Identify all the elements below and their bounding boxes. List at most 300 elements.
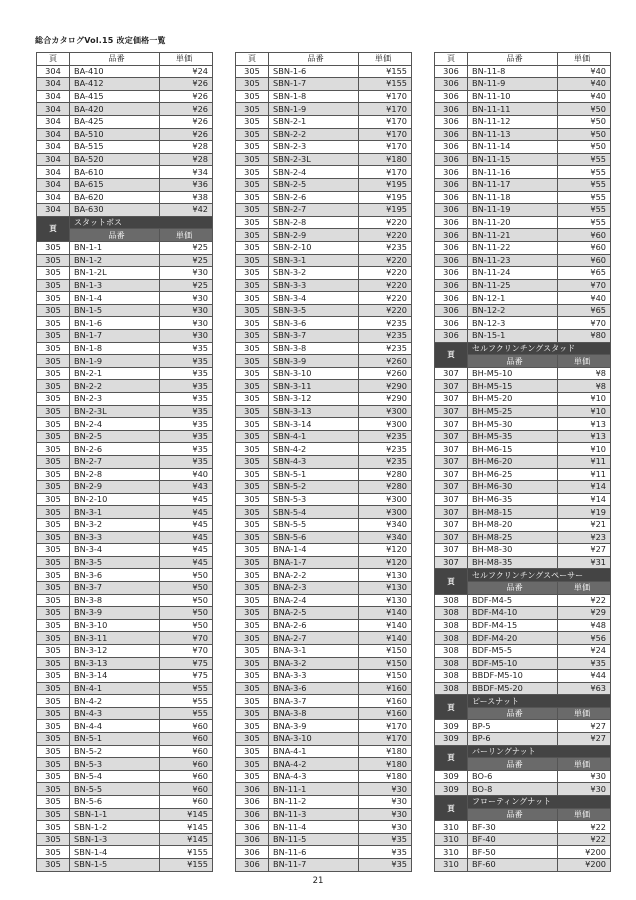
table-row <box>37 430 213 443</box>
unit-price-cell: ¥24 <box>558 644 611 657</box>
part-number-cell: BN-11-6 <box>269 846 359 859</box>
unit-price-cell: ¥45 <box>160 518 213 531</box>
page-cell: 308 <box>435 657 468 670</box>
part-number-cell: BH-M8-20 <box>468 518 558 531</box>
table-row <box>37 518 213 531</box>
unit-price-cell: ¥155 <box>359 78 412 91</box>
table-row <box>435 859 611 872</box>
table-row <box>37 468 213 481</box>
part-number-cell: BA-610 <box>70 166 160 179</box>
part-number-cell: BN-3-6 <box>70 569 160 582</box>
table-row <box>37 506 213 519</box>
unit-price-cell: ¥29 <box>558 607 611 620</box>
unit-price-cell: ¥65 <box>558 304 611 317</box>
unit-price-cell: ¥160 <box>359 682 412 695</box>
unit-price-cell: ¥70 <box>558 279 611 292</box>
part-number-cell: BN-15-1 <box>468 330 558 343</box>
page-cell: 305 <box>236 292 269 305</box>
part-number-cell: BH-M6-20 <box>468 456 558 469</box>
table-row <box>236 330 412 343</box>
unit-price-cell: ¥145 <box>160 808 213 821</box>
page-cell: 306 <box>435 153 468 166</box>
page-cell: 307 <box>435 518 468 531</box>
unit-price-cell: ¥50 <box>160 619 213 632</box>
page-cell: 305 <box>236 556 269 569</box>
page-cell: 305 <box>236 65 269 78</box>
header-part-number: 品番 <box>70 53 160 66</box>
unit-price-cell: ¥300 <box>359 418 412 431</box>
unit-price-cell: ¥14 <box>558 481 611 494</box>
part-number-cell: BA-425 <box>70 115 160 128</box>
part-number-cell: SBN-3-11 <box>269 380 359 393</box>
part-number-cell: BN-11-14 <box>468 141 558 154</box>
part-number-cell: BN-11-4 <box>269 821 359 834</box>
unit-price-cell: ¥50 <box>558 115 611 128</box>
table-row <box>236 481 412 494</box>
unit-price-cell: ¥220 <box>359 292 412 305</box>
table-row <box>236 241 412 254</box>
page-cell: 305 <box>236 393 269 406</box>
table-row <box>435 733 611 746</box>
unit-price-cell: ¥60 <box>160 758 213 771</box>
part-number-cell: BN-11-16 <box>468 166 558 179</box>
page-cell: 305 <box>236 304 269 317</box>
part-number-cell: SBN-2-1 <box>269 115 359 128</box>
part-number-cell: BN-3-13 <box>70 657 160 670</box>
page-cell: 305 <box>37 859 70 872</box>
part-number-cell: SBN-3-10 <box>269 367 359 380</box>
page-cell: 304 <box>37 90 70 103</box>
unit-price-cell: ¥70 <box>160 632 213 645</box>
unit-price-cell: ¥28 <box>160 153 213 166</box>
page-cell: 305 <box>37 796 70 809</box>
page-cell: 305 <box>37 682 70 695</box>
unit-price-cell: ¥13 <box>558 418 611 431</box>
page-cell: 305 <box>236 456 269 469</box>
unit-price-cell: ¥195 <box>359 178 412 191</box>
part-number-cell: SBN-1-5 <box>70 859 160 872</box>
table-row <box>37 367 213 380</box>
page-cell: 305 <box>236 405 269 418</box>
part-number-cell: BN-11-18 <box>468 191 558 204</box>
unit-price-cell: ¥150 <box>359 670 412 683</box>
table-row <box>435 380 611 393</box>
table-row <box>236 846 412 859</box>
part-number-cell: BF-50 <box>468 846 558 859</box>
part-number-cell: BH-M5-25 <box>468 405 558 418</box>
page-cell: 309 <box>435 733 468 746</box>
page-cell: 305 <box>236 758 269 771</box>
unit-price-cell: ¥10 <box>558 393 611 406</box>
table-row <box>236 518 412 531</box>
unit-price-cell: ¥30 <box>160 304 213 317</box>
page-cell: 305 <box>236 128 269 141</box>
part-number-cell: BNA-2-4 <box>269 594 359 607</box>
table-row <box>236 745 412 758</box>
table-row <box>236 65 412 78</box>
page-cell: 305 <box>236 90 269 103</box>
part-number-cell: BN-2-6 <box>70 443 160 456</box>
unit-price-cell: ¥235 <box>359 330 412 343</box>
unit-price-cell: ¥170 <box>359 115 412 128</box>
table-row <box>37 796 213 809</box>
unit-price-cell: ¥36 <box>160 178 213 191</box>
unit-price-cell: ¥35 <box>160 355 213 368</box>
section-header-unit-price: 単価 <box>558 707 611 720</box>
table-row <box>435 821 611 834</box>
unit-price-cell: ¥195 <box>359 191 412 204</box>
table-row <box>37 619 213 632</box>
unit-price-cell: ¥50 <box>558 103 611 116</box>
part-number-cell: BN-11-23 <box>468 254 558 267</box>
table-row <box>37 657 213 670</box>
table-row <box>37 569 213 582</box>
table-row <box>37 418 213 431</box>
header-part-number: 品番 <box>468 53 558 66</box>
table-row <box>435 78 611 91</box>
part-number-cell: BNA-2-6 <box>269 619 359 632</box>
page-cell: 307 <box>435 418 468 431</box>
unit-price-cell: ¥30 <box>160 267 213 280</box>
part-number-cell: SBN-2-6 <box>269 191 359 204</box>
part-number-cell: BA-410 <box>70 65 160 78</box>
table-row <box>236 594 412 607</box>
unit-price-cell: ¥8 <box>558 380 611 393</box>
page-cell: 305 <box>37 317 70 330</box>
table-row <box>435 607 611 620</box>
table-row <box>435 644 611 657</box>
table-row <box>435 556 611 569</box>
page-cell: 305 <box>37 783 70 796</box>
unit-price-cell: ¥55 <box>558 216 611 229</box>
page-cell: 306 <box>236 783 269 796</box>
page-cell: 304 <box>37 78 70 91</box>
page-cell: 305 <box>236 531 269 544</box>
part-number-cell: BDF-M4-15 <box>468 619 558 632</box>
unit-price-cell: ¥170 <box>359 90 412 103</box>
part-number-cell: BN-4-1 <box>70 682 160 695</box>
unit-price-cell: ¥35 <box>359 846 412 859</box>
unit-price-cell: ¥50 <box>160 607 213 620</box>
part-number-cell: BH-M5-10 <box>468 367 558 380</box>
table-row <box>37 544 213 557</box>
part-number-cell: SBN-1-3 <box>70 833 160 846</box>
part-number-cell: BN-3-14 <box>70 670 160 683</box>
table-row <box>37 65 213 78</box>
part-number-cell: BN-11-5 <box>269 833 359 846</box>
unit-price-cell: ¥130 <box>359 581 412 594</box>
unit-price-cell: ¥35 <box>359 859 412 872</box>
unit-price-cell: ¥55 <box>558 166 611 179</box>
page-cell: 306 <box>435 65 468 78</box>
table-row <box>236 191 412 204</box>
page-cell: 306 <box>435 78 468 91</box>
table-row <box>37 821 213 834</box>
section-page-label: 頁 <box>435 796 468 821</box>
unit-price-cell: ¥60 <box>160 733 213 746</box>
part-number-cell: BNA-3-10 <box>269 733 359 746</box>
unit-price-cell: ¥35 <box>160 430 213 443</box>
unit-price-cell: ¥50 <box>160 581 213 594</box>
table-row <box>435 770 611 783</box>
part-number-cell: SBN-3-6 <box>269 317 359 330</box>
table-row <box>236 581 412 594</box>
table-row <box>37 178 213 191</box>
part-number-cell: SBN-3-5 <box>269 304 359 317</box>
table-row <box>37 808 213 821</box>
table-row <box>236 90 412 103</box>
part-number-cell: SBN-2-7 <box>269 204 359 217</box>
page-cell: 305 <box>37 758 70 771</box>
part-number-cell: SBN-4-2 <box>269 443 359 456</box>
part-number-cell: SBN-3-12 <box>269 393 359 406</box>
page-cell: 308 <box>435 682 468 695</box>
unit-price-cell: ¥30 <box>558 783 611 796</box>
page-cell: 308 <box>435 594 468 607</box>
part-number-cell: BN-3-4 <box>70 544 160 557</box>
page-cell: 306 <box>236 833 269 846</box>
page-cell: 305 <box>37 254 70 267</box>
page-cell: 305 <box>236 103 269 116</box>
page-cell: 305 <box>37 418 70 431</box>
section-header-part-number: 品番 <box>70 229 160 242</box>
part-number-cell: BNA-2-7 <box>269 632 359 645</box>
section-header-part-number: 品番 <box>468 808 558 821</box>
section-title: セルフクリンチングスペーサー <box>468 569 611 582</box>
page-cell: 305 <box>37 695 70 708</box>
table-row <box>236 783 412 796</box>
section-title-row <box>435 569 611 582</box>
part-number-cell: BNA-3-1 <box>269 644 359 657</box>
table-header-row <box>236 53 412 66</box>
header-unit-price: 単価 <box>558 53 611 66</box>
part-number-cell: BNA-3-9 <box>269 720 359 733</box>
page-cell: 306 <box>435 330 468 343</box>
page-cell: 305 <box>236 644 269 657</box>
part-number-cell: BN-1-8 <box>70 342 160 355</box>
page-cell: 305 <box>37 456 70 469</box>
page-cell: 307 <box>435 468 468 481</box>
table-row <box>435 468 611 481</box>
unit-price-cell: ¥35 <box>160 367 213 380</box>
page-cell: 307 <box>435 531 468 544</box>
table-row <box>37 456 213 469</box>
section-title: スタットボス <box>70 216 213 229</box>
table-row <box>236 833 412 846</box>
table-row <box>236 506 412 519</box>
unit-price-cell: ¥30 <box>359 783 412 796</box>
unit-price-cell: ¥56 <box>558 632 611 645</box>
page-cell: 305 <box>37 619 70 632</box>
table-row <box>236 178 412 191</box>
part-number-cell: SBN-3-1 <box>269 254 359 267</box>
unit-price-cell: ¥30 <box>359 796 412 809</box>
section-title-row <box>435 796 611 809</box>
page-cell: 306 <box>435 128 468 141</box>
part-number-cell: BH-M5-30 <box>468 418 558 431</box>
part-number-cell: BA-412 <box>70 78 160 91</box>
part-number-cell: BNA-2-5 <box>269 607 359 620</box>
table-row <box>435 594 611 607</box>
page-cell: 305 <box>236 745 269 758</box>
page-cell: 305 <box>236 720 269 733</box>
unit-price-cell: ¥170 <box>359 733 412 746</box>
table-row <box>37 581 213 594</box>
page-cell: 305 <box>236 78 269 91</box>
unit-price-cell: ¥70 <box>558 317 611 330</box>
table-row <box>435 90 611 103</box>
page-cell: 305 <box>236 430 269 443</box>
page-cell: 310 <box>435 833 468 846</box>
table-row <box>435 279 611 292</box>
part-number-cell: BN-2-8 <box>70 468 160 481</box>
table-row <box>435 216 611 229</box>
table-row <box>37 783 213 796</box>
table-row <box>236 78 412 91</box>
unit-price-cell: ¥8 <box>558 367 611 380</box>
table-row <box>435 166 611 179</box>
unit-price-cell: ¥45 <box>160 556 213 569</box>
unit-price-cell: ¥35 <box>160 443 213 456</box>
unit-price-cell: ¥290 <box>359 393 412 406</box>
unit-price-cell: ¥35 <box>160 456 213 469</box>
table-row <box>236 859 412 872</box>
part-number-cell: BDF-M4-5 <box>468 594 558 607</box>
unit-price-cell: ¥235 <box>359 317 412 330</box>
part-number-cell: BN-4-2 <box>70 695 160 708</box>
table-row <box>236 342 412 355</box>
table-row <box>236 267 412 280</box>
part-number-cell: BH-M6-15 <box>468 443 558 456</box>
part-number-cell: BN-1-3 <box>70 279 160 292</box>
unit-price-cell: ¥44 <box>558 670 611 683</box>
page-cell: 310 <box>435 821 468 834</box>
part-number-cell: BN-2-10 <box>70 493 160 506</box>
unit-price-cell: ¥130 <box>359 594 412 607</box>
unit-price-cell: ¥38 <box>160 191 213 204</box>
table-row <box>435 128 611 141</box>
header-page: 頁 <box>236 53 269 66</box>
page-cell: 307 <box>435 506 468 519</box>
table-row <box>37 304 213 317</box>
table-row <box>236 720 412 733</box>
unit-price-cell: ¥40 <box>558 292 611 305</box>
page-cell: 305 <box>37 405 70 418</box>
page-cell: 305 <box>37 342 70 355</box>
part-number-cell: BNA-4-2 <box>269 758 359 771</box>
page-cell: 308 <box>435 644 468 657</box>
page-cell: 306 <box>435 166 468 179</box>
unit-price-cell: ¥155 <box>160 859 213 872</box>
table-row <box>236 166 412 179</box>
table-row <box>37 292 213 305</box>
page-cell: 305 <box>37 292 70 305</box>
header-page: 頁 <box>435 53 468 66</box>
part-number-cell: SBN-2-9 <box>269 229 359 242</box>
part-number-cell: BNA-2-3 <box>269 581 359 594</box>
table-row <box>435 115 611 128</box>
page-cell: 305 <box>236 506 269 519</box>
part-number-cell: SBN-2-10 <box>269 241 359 254</box>
table-row <box>435 267 611 280</box>
table-row <box>435 506 611 519</box>
unit-price-cell: ¥55 <box>160 682 213 695</box>
page-cell: 305 <box>236 141 269 154</box>
unit-price-cell: ¥26 <box>160 90 213 103</box>
page-cell: 305 <box>37 670 70 683</box>
part-number-cell: BN-1-6 <box>70 317 160 330</box>
part-number-cell: BH-M6-30 <box>468 481 558 494</box>
table-row <box>37 481 213 494</box>
unit-price-cell: ¥42 <box>160 204 213 217</box>
table-row <box>236 670 412 683</box>
unit-price-cell: ¥55 <box>558 204 611 217</box>
section-header-part-number: 品番 <box>468 707 558 720</box>
table-row <box>236 141 412 154</box>
table-row <box>37 556 213 569</box>
page-cell: 305 <box>37 330 70 343</box>
unit-price-cell: ¥220 <box>359 267 412 280</box>
unit-price-cell: ¥120 <box>359 544 412 557</box>
unit-price-cell: ¥260 <box>359 355 412 368</box>
part-number-cell: SBN-4-1 <box>269 430 359 443</box>
part-number-cell: BNA-1-4 <box>269 544 359 557</box>
part-number-cell: BN-2-3 <box>70 393 160 406</box>
part-number-cell: BN-11-17 <box>468 178 558 191</box>
part-number-cell: BN-11-1 <box>269 783 359 796</box>
unit-price-cell: ¥130 <box>359 569 412 582</box>
unit-price-cell: ¥30 <box>160 330 213 343</box>
page-cell: 307 <box>435 405 468 418</box>
unit-price-cell: ¥34 <box>160 166 213 179</box>
page-cell: 305 <box>236 166 269 179</box>
part-number-cell: SBN-2-3L <box>269 153 359 166</box>
table-row <box>435 178 611 191</box>
page-cell: 305 <box>236 342 269 355</box>
page-cell: 306 <box>435 115 468 128</box>
page-cell: 305 <box>236 607 269 620</box>
table-row <box>37 355 213 368</box>
table-row <box>236 682 412 695</box>
part-number-cell: BN-3-3 <box>70 531 160 544</box>
table-row <box>236 367 412 380</box>
page-cell: 305 <box>236 493 269 506</box>
section-title-row <box>435 342 611 355</box>
part-number-cell: SBN-2-2 <box>269 128 359 141</box>
page-cell: 306 <box>435 279 468 292</box>
unit-price-cell: ¥10 <box>558 405 611 418</box>
page-cell: 307 <box>435 443 468 456</box>
part-number-cell: SBN-1-4 <box>70 846 160 859</box>
page-cell: 305 <box>236 418 269 431</box>
unit-price-cell: ¥140 <box>359 619 412 632</box>
table-row <box>37 78 213 91</box>
part-number-cell: BN-11-22 <box>468 241 558 254</box>
table-row <box>435 330 611 343</box>
unit-price-cell: ¥60 <box>160 720 213 733</box>
table-row <box>37 682 213 695</box>
page-cell: 305 <box>236 178 269 191</box>
page-cell: 305 <box>236 770 269 783</box>
unit-price-cell: ¥235 <box>359 430 412 443</box>
part-number-cell: BNA-3-8 <box>269 707 359 720</box>
part-number-cell: BN-1-7 <box>70 330 160 343</box>
section-title: フローティングナット <box>468 796 611 809</box>
header-part-number: 品番 <box>269 53 359 66</box>
unit-price-cell: ¥55 <box>558 178 611 191</box>
section-title: バーリングナット <box>468 745 611 758</box>
part-number-cell: BN-5-4 <box>70 770 160 783</box>
